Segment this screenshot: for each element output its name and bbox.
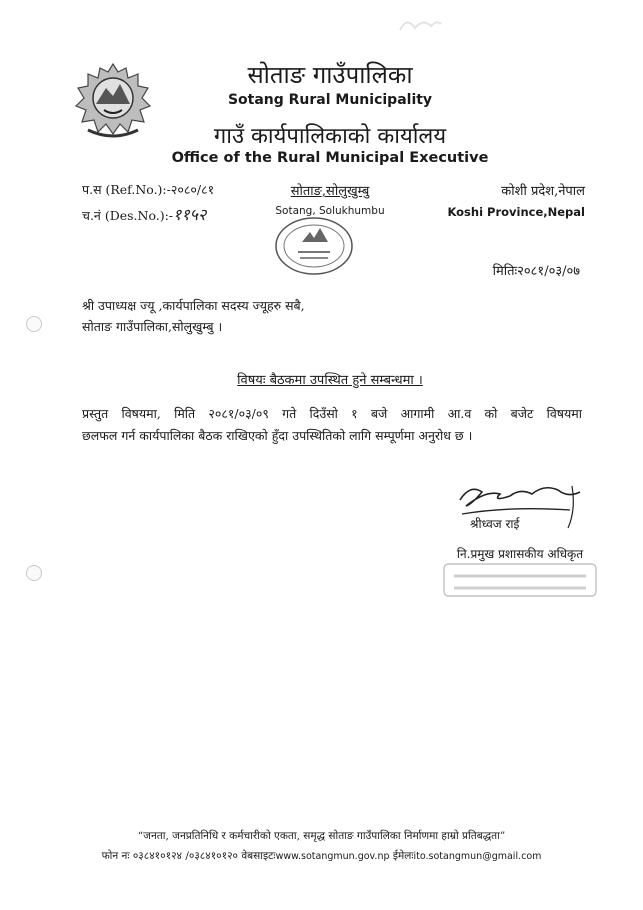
reference-number <box>82 181 214 198</box>
punch-hole <box>26 565 42 581</box>
office-name-nepali: गाउँ कार्यपालिकाको कार्यालय <box>213 124 447 149</box>
dispatch-value: ११५२ <box>173 205 207 224</box>
footer-contact <box>60 849 583 863</box>
body-line-2: छलफल गर्न कार्यपालिका बैठक राखिएको हुँदा उपस्थितिको लागि सम्पूर्णमा अनुरोध छ । <box>82 428 473 443</box>
province-english: Koshi Province,Nepal <box>447 205 585 219</box>
office-seal-icon <box>268 208 360 278</box>
letter-date: मितिः२०८१/०३/०७ <box>492 264 580 279</box>
footer-motto: “जनता, जनप्रतिनिधि र कर्मचारीको एकता, समृद्ध सोताङ गाउँपालिका निर्माणमा हाम्रो प्रतिबद्धता” <box>137 830 506 842</box>
municipality-name-english: Sotang Rural Municipality <box>227 92 433 108</box>
faint-mark-icon <box>395 10 445 40</box>
subject-text: विषयः बैठकमा उपस्थित हुने सम्बन्धमा । <box>237 373 423 388</box>
footer-website: www.sotangmun.gov.np <box>275 851 390 862</box>
recipient-line-1: श्री उपाध्यक्ष ज्यू ,कार्यपालिका सदस्य ज्यूहरु सबै, <box>82 298 305 313</box>
province-nepali: कोशी प्रदेश,नेपाल <box>501 184 585 199</box>
reference-label: प.स (Ref.No.):- <box>82 182 171 197</box>
designation-stamp-icon <box>440 560 600 600</box>
location-nepali: सोताङ,सोलुखुम्बु <box>290 184 370 199</box>
location-english: Sotang, Solukhumbu <box>275 205 385 217</box>
body-line-1: प्रस्तुत विषयमा, मिति २०८१/०३/०९ गते दिउँसो १ बजे आगामी आ.व को बजेट विषयमा <box>82 406 582 421</box>
punch-hole <box>26 316 42 332</box>
signatory-title: नि.प्रमुख प्रशासकीय अधिकृत <box>456 547 584 561</box>
subject-line <box>160 370 500 388</box>
dispatch-number <box>82 203 206 225</box>
municipality-name-nepali: सोताङ गाउँपालिका <box>247 61 413 89</box>
reference-value: २०८०/८१ <box>170 182 215 197</box>
footer-email: ito.sotangmun@gmail.com <box>413 851 542 862</box>
footer-email-label: ईमेलः <box>389 850 414 862</box>
recipient-line-2: सोताङ गाउँपालिका,सोलुखुम्बु । <box>82 319 223 334</box>
footer-phone: फोन नः ०३८४१०१२४ /०३८४१०१२० वेबसाइटः <box>101 850 276 862</box>
office-name-english: Office of the Rural Municipal Executive <box>171 150 489 166</box>
signatory-name: श्रीध्वज राई <box>470 517 520 531</box>
dispatch-label: च.नं (Des.No.):- <box>82 208 174 223</box>
